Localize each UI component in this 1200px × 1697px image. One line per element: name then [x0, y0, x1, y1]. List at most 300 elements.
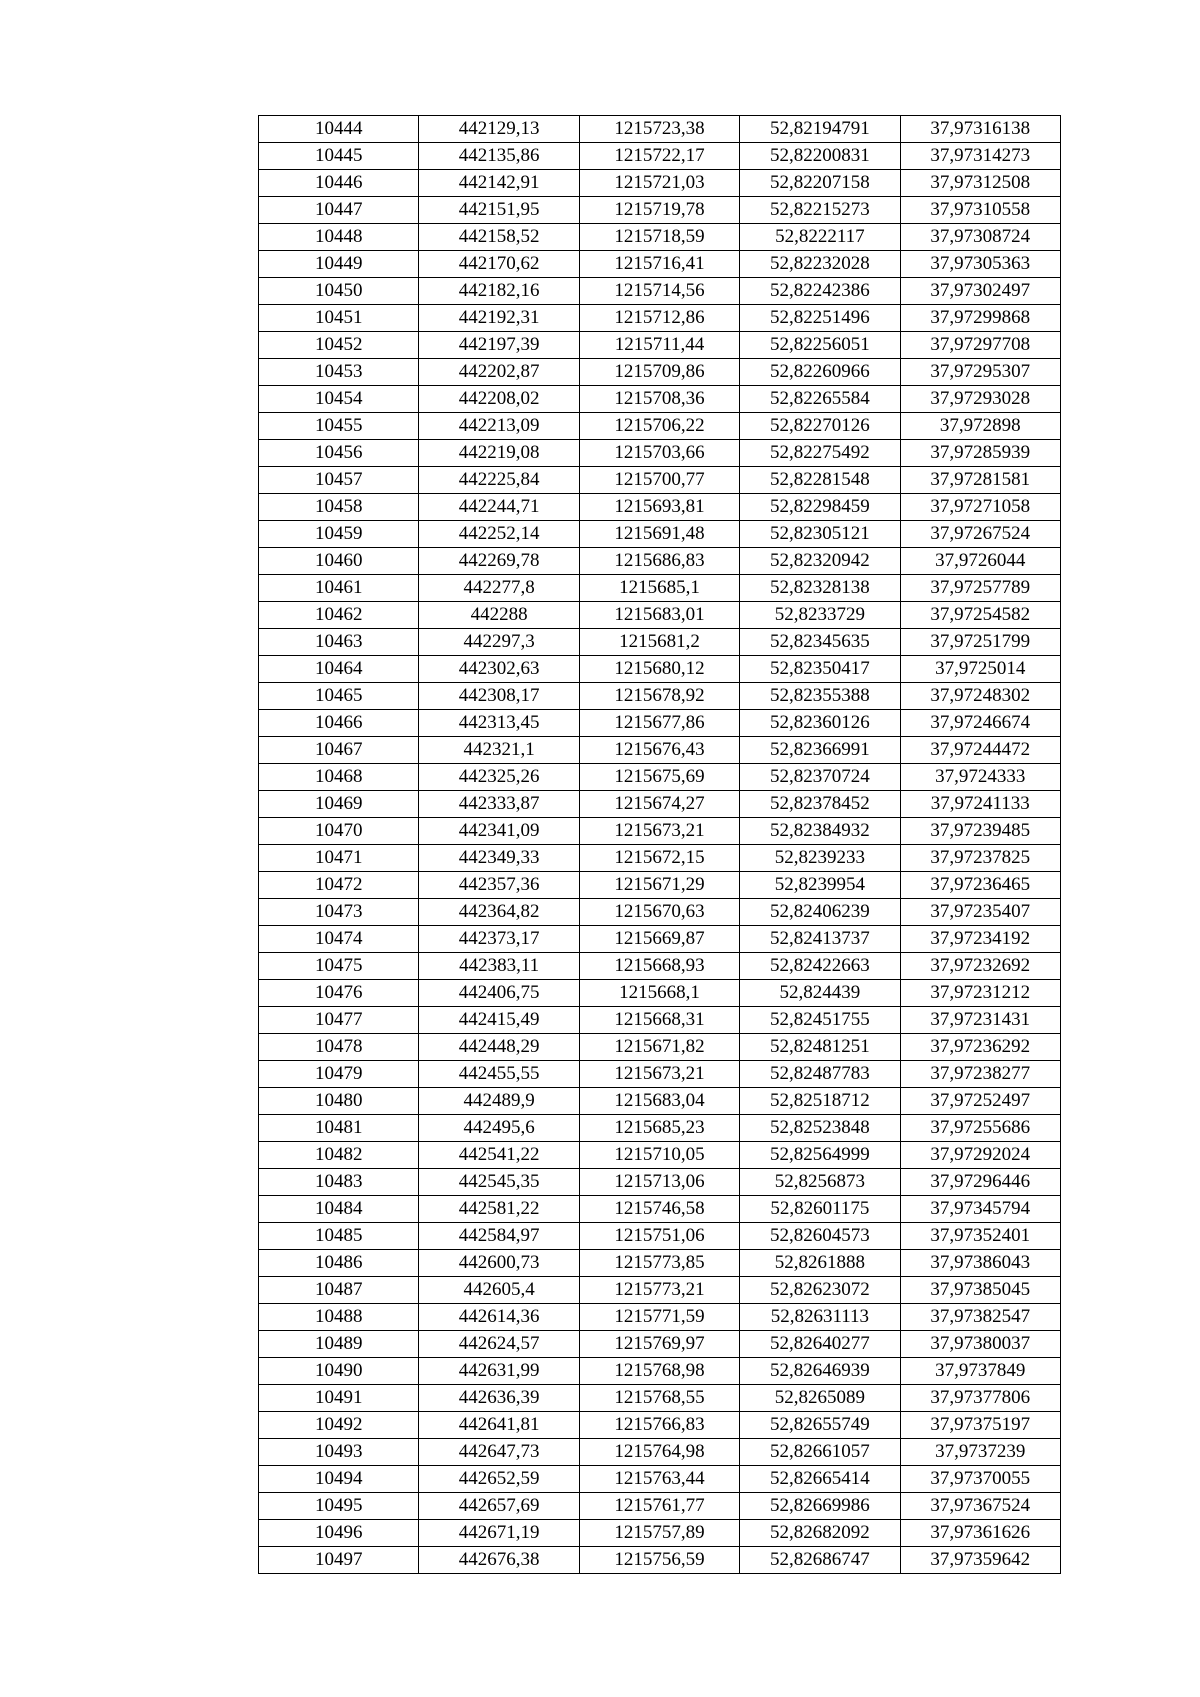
- point-number-cell: 10481: [259, 1115, 419, 1142]
- x-coordinate-cell: 442605,4: [419, 1277, 579, 1304]
- table-row: [259, 305, 1061, 332]
- y-coordinate-cell: 1215685,1: [579, 575, 739, 602]
- latitude-cell: 52,82406239: [740, 899, 900, 926]
- x-coordinate-cell: 442129,13: [419, 116, 579, 143]
- y-coordinate-cell: 1215680,12: [579, 656, 739, 683]
- longitude-cell: 37,97302497: [900, 278, 1060, 305]
- y-coordinate-cell: 1215676,43: [579, 737, 739, 764]
- table-row: [259, 251, 1061, 278]
- longitude-cell: 37,97252497: [900, 1088, 1060, 1115]
- y-coordinate-cell: 1215773,85: [579, 1250, 739, 1277]
- table-row: [259, 683, 1061, 710]
- x-coordinate-cell: 442288: [419, 602, 579, 629]
- longitude-cell: 37,9726044: [900, 548, 1060, 575]
- table-row: [259, 872, 1061, 899]
- longitude-cell: 37,97310558: [900, 197, 1060, 224]
- table-row: [259, 1331, 1061, 1358]
- latitude-cell: 52,82298459: [740, 494, 900, 521]
- table-row: [259, 764, 1061, 791]
- point-number-cell: 10456: [259, 440, 419, 467]
- table-row: [259, 1088, 1061, 1115]
- x-coordinate-cell: 442584,97: [419, 1223, 579, 1250]
- y-coordinate-cell: 1215769,97: [579, 1331, 739, 1358]
- longitude-cell: 37,97367524: [900, 1493, 1060, 1520]
- table-row: [259, 386, 1061, 413]
- longitude-cell: 37,9725014: [900, 656, 1060, 683]
- x-coordinate-cell: 442373,17: [419, 926, 579, 953]
- x-coordinate-cell: 442321,1: [419, 737, 579, 764]
- x-coordinate-cell: 442182,16: [419, 278, 579, 305]
- longitude-cell: 37,97231212: [900, 980, 1060, 1007]
- table-row: [259, 521, 1061, 548]
- latitude-cell: 52,82384932: [740, 818, 900, 845]
- x-coordinate-cell: 442158,52: [419, 224, 579, 251]
- y-coordinate-cell: 1215712,86: [579, 305, 739, 332]
- point-number-cell: 10489: [259, 1331, 419, 1358]
- latitude-cell: 52,82665414: [740, 1466, 900, 1493]
- x-coordinate-cell: 442202,87: [419, 359, 579, 386]
- latitude-cell: 52,82215273: [740, 197, 900, 224]
- y-coordinate-cell: 1215718,59: [579, 224, 739, 251]
- longitude-cell: 37,97314273: [900, 143, 1060, 170]
- x-coordinate-cell: 442657,69: [419, 1493, 579, 1520]
- point-number-cell: 10463: [259, 629, 419, 656]
- y-coordinate-cell: 1215671,82: [579, 1034, 739, 1061]
- point-number-cell: 10493: [259, 1439, 419, 1466]
- x-coordinate-cell: 442142,91: [419, 170, 579, 197]
- point-number-cell: 10465: [259, 683, 419, 710]
- x-coordinate-cell: 442151,95: [419, 197, 579, 224]
- latitude-cell: 52,82518712: [740, 1088, 900, 1115]
- latitude-cell: 52,8239954: [740, 872, 900, 899]
- latitude-cell: 52,8261888: [740, 1250, 900, 1277]
- y-coordinate-cell: 1215723,38: [579, 116, 739, 143]
- table-row: [259, 791, 1061, 818]
- y-coordinate-cell: 1215703,66: [579, 440, 739, 467]
- point-number-cell: 10488: [259, 1304, 419, 1331]
- point-number-cell: 10477: [259, 1007, 419, 1034]
- latitude-cell: 52,82640277: [740, 1331, 900, 1358]
- y-coordinate-cell: 1215668,31: [579, 1007, 739, 1034]
- y-coordinate-cell: 1215716,41: [579, 251, 739, 278]
- point-number-cell: 10495: [259, 1493, 419, 1520]
- latitude-cell: 52,82355388: [740, 683, 900, 710]
- table-row: [259, 1439, 1061, 1466]
- latitude-cell: 52,82320942: [740, 548, 900, 575]
- y-coordinate-cell: 1215713,06: [579, 1169, 739, 1196]
- point-number-cell: 10470: [259, 818, 419, 845]
- y-coordinate-cell: 1215671,29: [579, 872, 739, 899]
- y-coordinate-cell: 1215683,01: [579, 602, 739, 629]
- latitude-cell: 52,82646939: [740, 1358, 900, 1385]
- table-row: [259, 440, 1061, 467]
- table-row: [259, 170, 1061, 197]
- latitude-cell: 52,82413737: [740, 926, 900, 953]
- x-coordinate-cell: 442448,29: [419, 1034, 579, 1061]
- longitude-cell: 37,97241133: [900, 791, 1060, 818]
- x-coordinate-cell: 442277,8: [419, 575, 579, 602]
- latitude-cell: 52,82305121: [740, 521, 900, 548]
- y-coordinate-cell: 1215683,04: [579, 1088, 739, 1115]
- table-row: [259, 1547, 1061, 1574]
- point-number-cell: 10448: [259, 224, 419, 251]
- table-row: [259, 1358, 1061, 1385]
- latitude-cell: 52,8233729: [740, 602, 900, 629]
- table-row: [259, 1223, 1061, 1250]
- latitude-cell: 52,82481251: [740, 1034, 900, 1061]
- table-row: [259, 1142, 1061, 1169]
- longitude-cell: 37,97386043: [900, 1250, 1060, 1277]
- longitude-cell: 37,9724333: [900, 764, 1060, 791]
- y-coordinate-cell: 1215746,58: [579, 1196, 739, 1223]
- y-coordinate-cell: 1215710,05: [579, 1142, 739, 1169]
- point-number-cell: 10472: [259, 872, 419, 899]
- longitude-cell: 37,97345794: [900, 1196, 1060, 1223]
- y-coordinate-cell: 1215771,59: [579, 1304, 739, 1331]
- x-coordinate-cell: 442495,6: [419, 1115, 579, 1142]
- y-coordinate-cell: 1215708,36: [579, 386, 739, 413]
- longitude-cell: 37,97297708: [900, 332, 1060, 359]
- latitude-cell: 52,82623072: [740, 1277, 900, 1304]
- table-row: [259, 494, 1061, 521]
- latitude-cell: 52,82378452: [740, 791, 900, 818]
- longitude-cell: 37,97375197: [900, 1412, 1060, 1439]
- y-coordinate-cell: 1215670,63: [579, 899, 739, 926]
- y-coordinate-cell: 1215668,1: [579, 980, 739, 1007]
- table-row: [259, 548, 1061, 575]
- latitude-cell: 52,8256873: [740, 1169, 900, 1196]
- y-coordinate-cell: 1215714,56: [579, 278, 739, 305]
- point-number-cell: 10474: [259, 926, 419, 953]
- y-coordinate-cell: 1215768,98: [579, 1358, 739, 1385]
- x-coordinate-cell: 442652,59: [419, 1466, 579, 1493]
- longitude-cell: 37,97231431: [900, 1007, 1060, 1034]
- point-number-cell: 10453: [259, 359, 419, 386]
- x-coordinate-cell: 442313,45: [419, 710, 579, 737]
- y-coordinate-cell: 1215768,55: [579, 1385, 739, 1412]
- point-number-cell: 10457: [259, 467, 419, 494]
- table-row: [259, 845, 1061, 872]
- longitude-cell: 37,97361626: [900, 1520, 1060, 1547]
- y-coordinate-cell: 1215674,27: [579, 791, 739, 818]
- x-coordinate-cell: 442647,73: [419, 1439, 579, 1466]
- longitude-cell: 37,97235407: [900, 899, 1060, 926]
- table-row: [259, 1169, 1061, 1196]
- table-row: [259, 1304, 1061, 1331]
- table-row: [259, 467, 1061, 494]
- latitude-cell: 52,82604573: [740, 1223, 900, 1250]
- longitude-cell: 37,97293028: [900, 386, 1060, 413]
- x-coordinate-cell: 442676,38: [419, 1547, 579, 1574]
- y-coordinate-cell: 1215757,89: [579, 1520, 739, 1547]
- point-number-cell: 10484: [259, 1196, 419, 1223]
- point-number-cell: 10449: [259, 251, 419, 278]
- y-coordinate-cell: 1215766,83: [579, 1412, 739, 1439]
- x-coordinate-cell: 442219,08: [419, 440, 579, 467]
- point-number-cell: 10446: [259, 170, 419, 197]
- x-coordinate-cell: 442252,14: [419, 521, 579, 548]
- point-number-cell: 10494: [259, 1466, 419, 1493]
- point-number-cell: 10450: [259, 278, 419, 305]
- table-row: [259, 926, 1061, 953]
- table-row: [259, 1061, 1061, 1088]
- point-number-cell: 10483: [259, 1169, 419, 1196]
- table-row: [259, 980, 1061, 1007]
- y-coordinate-cell: 1215685,23: [579, 1115, 739, 1142]
- y-coordinate-cell: 1215761,77: [579, 1493, 739, 1520]
- latitude-cell: 52,82523848: [740, 1115, 900, 1142]
- latitude-cell: 52,82270126: [740, 413, 900, 440]
- x-coordinate-cell: 442302,63: [419, 656, 579, 683]
- point-number-cell: 10455: [259, 413, 419, 440]
- longitude-cell: 37,97254582: [900, 602, 1060, 629]
- x-coordinate-cell: 442489,9: [419, 1088, 579, 1115]
- y-coordinate-cell: 1215706,22: [579, 413, 739, 440]
- point-number-cell: 10454: [259, 386, 419, 413]
- table-row: [259, 1007, 1061, 1034]
- longitude-cell: 37,9737239: [900, 1439, 1060, 1466]
- x-coordinate-cell: 442406,75: [419, 980, 579, 1007]
- x-coordinate-cell: 442213,09: [419, 413, 579, 440]
- x-coordinate-cell: 442415,49: [419, 1007, 579, 1034]
- longitude-cell: 37,97257789: [900, 575, 1060, 602]
- latitude-cell: 52,82260966: [740, 359, 900, 386]
- table-row: [259, 197, 1061, 224]
- x-coordinate-cell: 442636,39: [419, 1385, 579, 1412]
- y-coordinate-cell: 1215711,44: [579, 332, 739, 359]
- point-number-cell: 10445: [259, 143, 419, 170]
- table-row: [259, 1034, 1061, 1061]
- table-row: [259, 818, 1061, 845]
- y-coordinate-cell: 1215677,86: [579, 710, 739, 737]
- point-number-cell: 10480: [259, 1088, 419, 1115]
- x-coordinate-cell: 442600,73: [419, 1250, 579, 1277]
- point-number-cell: 10452: [259, 332, 419, 359]
- x-coordinate-cell: 442135,86: [419, 143, 579, 170]
- x-coordinate-cell: 442641,81: [419, 1412, 579, 1439]
- x-coordinate-cell: 442208,02: [419, 386, 579, 413]
- y-coordinate-cell: 1215756,59: [579, 1547, 739, 1574]
- longitude-cell: 37,97305363: [900, 251, 1060, 278]
- x-coordinate-cell: 442671,19: [419, 1520, 579, 1547]
- longitude-cell: 37,97267524: [900, 521, 1060, 548]
- point-number-cell: 10466: [259, 710, 419, 737]
- x-coordinate-cell: 442624,57: [419, 1331, 579, 1358]
- latitude-cell: 52,82686747: [740, 1547, 900, 1574]
- longitude-cell: 37,97377806: [900, 1385, 1060, 1412]
- longitude-cell: 37,97234192: [900, 926, 1060, 953]
- longitude-cell: 37,97237825: [900, 845, 1060, 872]
- table-row: [259, 413, 1061, 440]
- latitude-cell: 52,82682092: [740, 1520, 900, 1547]
- table-row: [259, 359, 1061, 386]
- point-number-cell: 10473: [259, 899, 419, 926]
- point-number-cell: 10485: [259, 1223, 419, 1250]
- longitude-cell: 37,97238277: [900, 1061, 1060, 1088]
- point-number-cell: 10464: [259, 656, 419, 683]
- y-coordinate-cell: 1215672,15: [579, 845, 739, 872]
- table-row: [259, 332, 1061, 359]
- table-row: [259, 575, 1061, 602]
- longitude-cell: 37,97385045: [900, 1277, 1060, 1304]
- y-coordinate-cell: 1215722,17: [579, 143, 739, 170]
- point-number-cell: 10447: [259, 197, 419, 224]
- x-coordinate-cell: 442631,99: [419, 1358, 579, 1385]
- latitude-cell: 52,82631113: [740, 1304, 900, 1331]
- longitude-cell: 37,97251799: [900, 629, 1060, 656]
- x-coordinate-cell: 442341,09: [419, 818, 579, 845]
- point-number-cell: 10492: [259, 1412, 419, 1439]
- latitude-cell: 52,82200831: [740, 143, 900, 170]
- y-coordinate-cell: 1215709,86: [579, 359, 739, 386]
- longitude-cell: 37,97285939: [900, 440, 1060, 467]
- y-coordinate-cell: 1215764,98: [579, 1439, 739, 1466]
- longitude-cell: 37,97246674: [900, 710, 1060, 737]
- table-row: [259, 278, 1061, 305]
- x-coordinate-cell: 442192,31: [419, 305, 579, 332]
- x-coordinate-cell: 442170,62: [419, 251, 579, 278]
- x-coordinate-cell: 442581,22: [419, 1196, 579, 1223]
- point-number-cell: 10451: [259, 305, 419, 332]
- table-row: [259, 1115, 1061, 1142]
- x-coordinate-cell: 442349,33: [419, 845, 579, 872]
- longitude-cell: 37,97281581: [900, 467, 1060, 494]
- longitude-cell: 37,97248302: [900, 683, 1060, 710]
- latitude-cell: 52,82451755: [740, 1007, 900, 1034]
- table-row: [259, 1520, 1061, 1547]
- latitude-cell: 52,82251496: [740, 305, 900, 332]
- y-coordinate-cell: 1215678,92: [579, 683, 739, 710]
- x-coordinate-cell: 442455,55: [419, 1061, 579, 1088]
- point-number-cell: 10486: [259, 1250, 419, 1277]
- longitude-cell: 37,97232692: [900, 953, 1060, 980]
- latitude-cell: 52,82281548: [740, 467, 900, 494]
- latitude-cell: 52,82265584: [740, 386, 900, 413]
- y-coordinate-cell: 1215691,48: [579, 521, 739, 548]
- longitude-cell: 37,97239485: [900, 818, 1060, 845]
- y-coordinate-cell: 1215675,69: [579, 764, 739, 791]
- latitude-cell: 52,82232028: [740, 251, 900, 278]
- x-coordinate-cell: 442244,71: [419, 494, 579, 521]
- latitude-cell: 52,82350417: [740, 656, 900, 683]
- longitude-cell: 37,97295307: [900, 359, 1060, 386]
- table-row: [259, 1277, 1061, 1304]
- longitude-cell: 37,97380037: [900, 1331, 1060, 1358]
- longitude-cell: 37,97299868: [900, 305, 1060, 332]
- latitude-cell: 52,82194791: [740, 116, 900, 143]
- point-number-cell: 10462: [259, 602, 419, 629]
- table-row: [259, 737, 1061, 764]
- latitude-cell: 52,82256051: [740, 332, 900, 359]
- table-row: [259, 1196, 1061, 1223]
- latitude-cell: 52,82207158: [740, 170, 900, 197]
- table-row: [259, 656, 1061, 683]
- latitude-cell: 52,82487783: [740, 1061, 900, 1088]
- latitude-cell: 52,8239233: [740, 845, 900, 872]
- latitude-cell: 52,82601175: [740, 1196, 900, 1223]
- table-row: [259, 710, 1061, 737]
- point-number-cell: 10467: [259, 737, 419, 764]
- longitude-cell: 37,97236292: [900, 1034, 1060, 1061]
- longitude-cell: 37,97312508: [900, 170, 1060, 197]
- latitude-cell: 52,824439: [740, 980, 900, 1007]
- latitude-cell: 52,82370724: [740, 764, 900, 791]
- longitude-cell: 37,97292024: [900, 1142, 1060, 1169]
- y-coordinate-cell: 1215681,2: [579, 629, 739, 656]
- table-row: [259, 953, 1061, 980]
- y-coordinate-cell: 1215693,81: [579, 494, 739, 521]
- table-row: [259, 602, 1061, 629]
- point-number-cell: 10461: [259, 575, 419, 602]
- longitude-cell: 37,97370055: [900, 1466, 1060, 1493]
- x-coordinate-cell: 442197,39: [419, 332, 579, 359]
- latitude-cell: 52,82564999: [740, 1142, 900, 1169]
- latitude-cell: 52,82360126: [740, 710, 900, 737]
- point-number-cell: 10468: [259, 764, 419, 791]
- longitude-cell: 37,97382547: [900, 1304, 1060, 1331]
- point-number-cell: 10478: [259, 1034, 419, 1061]
- latitude-cell: 52,82669986: [740, 1493, 900, 1520]
- point-number-cell: 10444: [259, 116, 419, 143]
- table-row: [259, 143, 1061, 170]
- latitude-cell: 52,82655749: [740, 1412, 900, 1439]
- longitude-cell: 37,97255686: [900, 1115, 1060, 1142]
- y-coordinate-cell: 1215763,44: [579, 1466, 739, 1493]
- y-coordinate-cell: 1215719,78: [579, 197, 739, 224]
- y-coordinate-cell: 1215673,21: [579, 818, 739, 845]
- point-number-cell: 10469: [259, 791, 419, 818]
- latitude-cell: 52,82661057: [740, 1439, 900, 1466]
- x-coordinate-cell: 442364,82: [419, 899, 579, 926]
- x-coordinate-cell: 442333,87: [419, 791, 579, 818]
- x-coordinate-cell: 442308,17: [419, 683, 579, 710]
- y-coordinate-cell: 1215669,87: [579, 926, 739, 953]
- table-row: [259, 224, 1061, 251]
- latitude-cell: 52,82366991: [740, 737, 900, 764]
- point-number-cell: 10490: [259, 1358, 419, 1385]
- latitude-cell: 52,8265089: [740, 1385, 900, 1412]
- point-number-cell: 10458: [259, 494, 419, 521]
- point-number-cell: 10476: [259, 980, 419, 1007]
- y-coordinate-cell: 1215673,21: [579, 1061, 739, 1088]
- table-row: [259, 899, 1061, 926]
- point-number-cell: 10487: [259, 1277, 419, 1304]
- longitude-cell: 37,97296446: [900, 1169, 1060, 1196]
- longitude-cell: 37,97308724: [900, 224, 1060, 251]
- longitude-cell: 37,97352401: [900, 1223, 1060, 1250]
- table-row: [259, 1250, 1061, 1277]
- y-coordinate-cell: 1215686,83: [579, 548, 739, 575]
- coordinates-table: [258, 115, 1061, 1574]
- point-number-cell: 10496: [259, 1520, 419, 1547]
- y-coordinate-cell: 1215773,21: [579, 1277, 739, 1304]
- longitude-cell: 37,97316138: [900, 116, 1060, 143]
- table-row: [259, 1493, 1061, 1520]
- x-coordinate-cell: 442357,36: [419, 872, 579, 899]
- y-coordinate-cell: 1215668,93: [579, 953, 739, 980]
- point-number-cell: 10459: [259, 521, 419, 548]
- x-coordinate-cell: 442541,22: [419, 1142, 579, 1169]
- longitude-cell: 37,97359642: [900, 1547, 1060, 1574]
- x-coordinate-cell: 442325,26: [419, 764, 579, 791]
- x-coordinate-cell: 442545,35: [419, 1169, 579, 1196]
- latitude-cell: 52,82345635: [740, 629, 900, 656]
- latitude-cell: 52,82275492: [740, 440, 900, 467]
- point-number-cell: 10482: [259, 1142, 419, 1169]
- point-number-cell: 10491: [259, 1385, 419, 1412]
- latitude-cell: 52,8222117: [740, 224, 900, 251]
- y-coordinate-cell: 1215751,06: [579, 1223, 739, 1250]
